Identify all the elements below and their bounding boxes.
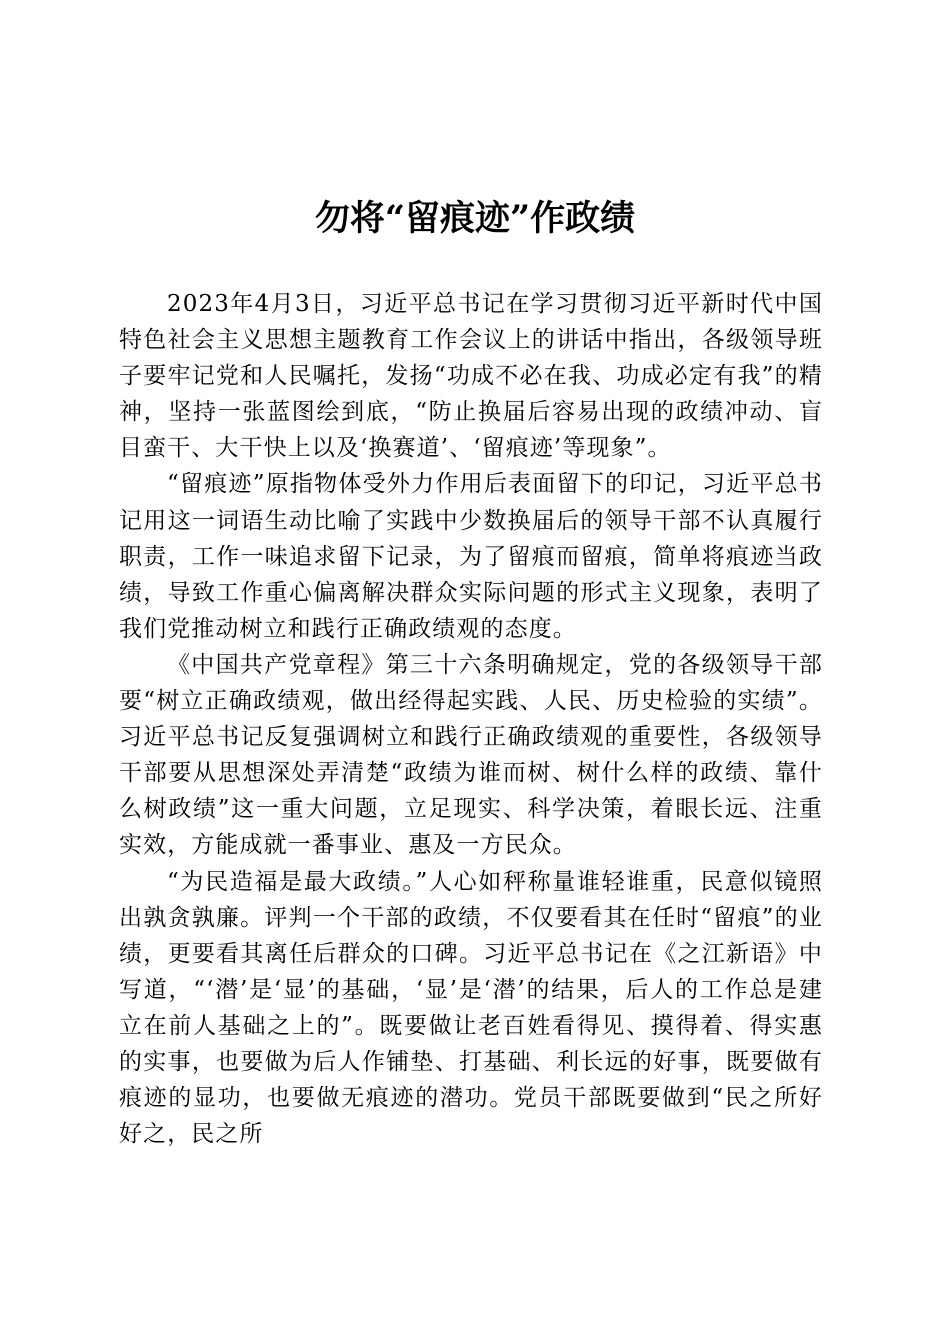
document-title: 勿将“留痕迹”作政绩 (314, 198, 636, 239)
paragraph-2: “留痕迹”原指物体受外力作用后表面留下的印记，习近平总书记用这一词语生动比喻了实践中少数换届后的领导干部不认真履行职责，工作一味追求留下记录，为了留痕而留痕，简单将痕迹当政绩，导致工作重心偏离解决群众实际问题的形式主义现象，表明了我们党推动树立和践行正确政绩观的态度。 (119, 471, 823, 642)
paragraph-4: “为民造福是最大政绩。”人心如秤称量谁轻谁重，民意似镜照出孰贪孰廉。评判一个干部的政绩，不仅要看其在任时“留痕”的业绩，更要看其离任后群众的口碑。习近平总书记在《之江新语》中写道，“‘潜’是‘显’的基础，‘显’是‘潜’的结果，后人的工作总是建立在前人基础之上的”。既要做让老百姓看得见、摸得着、得实惠的实事，也要做为后人作铺垫、打基础、利长远的好事，既要做有痕迹的显功，也要做无痕迹的潜功。党员干部既要做到“民之所好好之，民之所 (119, 868, 823, 1148)
paragraph-3: 《中国共产党章程》第三十六条明确规定，党的各级领导干部要“树立正确政绩观，做出经得起实践、人民、历史检验的实绩”。习近平总书记反复强调树立和践行正确政绩观的重要性，各级领导干部要从思想深处弄清楚“政绩为谁而树、树什么样的政绩、靠什么树政绩”这一重大问题，立足现实、科学决策，着眼长远、注重实效，方能成就一番事业、惠及一方民众。 (119, 651, 823, 859)
paragraph-1: 2023年4月3日，习近平总书记在学习贯彻习近平新时代中国特色社会主义思想主题教育工作会议上的讲话中指出，各级领导班子要牢记党和人民嘱托，发扬“功成不必在我、功成必定有我”的精神，坚持一张蓝图绘到底，“防止换届后容易出现的政绩冲动、盲目蛮干、大干快上以及‘换赛道’、‘留痕迹’等现象”。 (119, 291, 823, 462)
document-body (119, 286, 823, 1152)
